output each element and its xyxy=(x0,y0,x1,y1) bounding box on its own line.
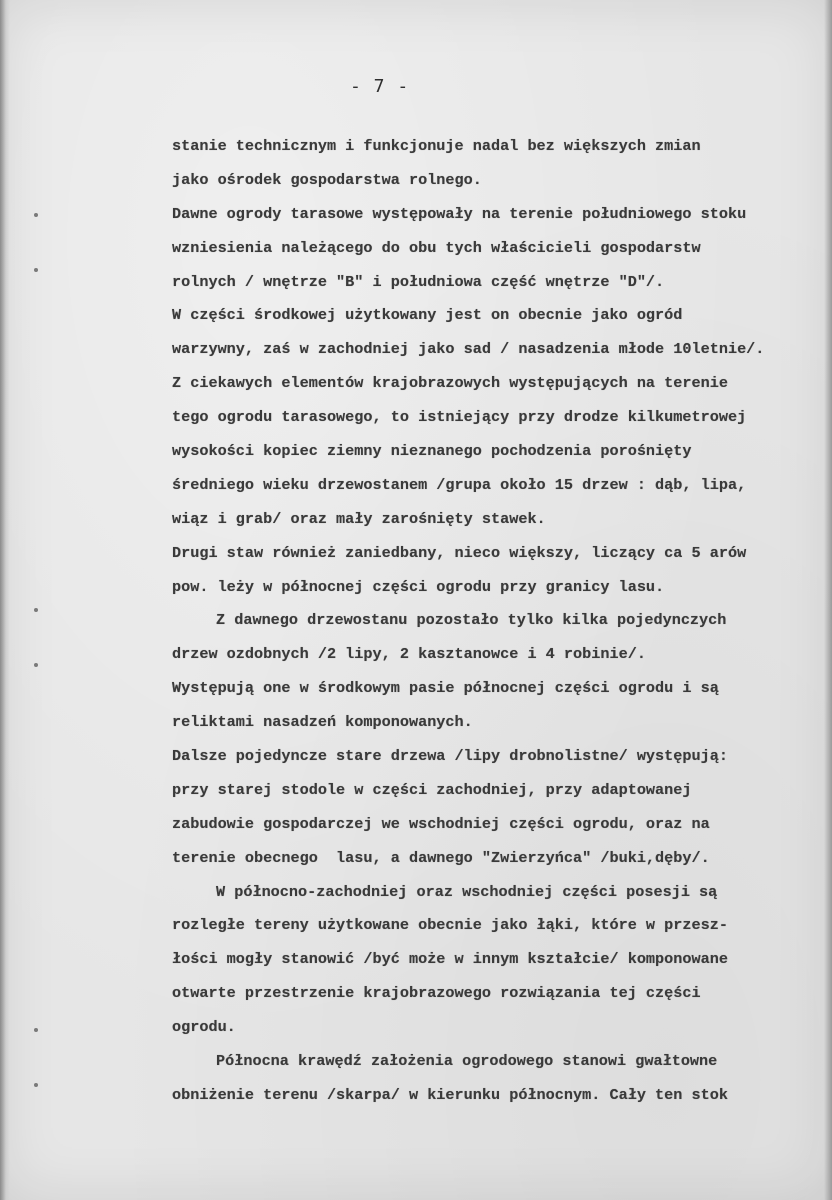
text-line: Drugi staw również zaniedbany, nieco większy, liczący ca 5 arów xyxy=(172,543,747,562)
text-line: pow. leży w północnej części ogrodu przy granicy lasu. xyxy=(172,577,665,596)
page-number: - 7 - xyxy=(350,76,410,97)
text-line: Z ciekawych elementów krajobrazowych występujących na terenie xyxy=(172,374,728,393)
punch-hole-mark xyxy=(34,663,38,667)
text-line: średniego wieku drzewostanem /grupa około 15 drzew : dąb, lipa, xyxy=(172,475,747,494)
text-line: Północna krawędź założenia ogrodowego stanowi gwałtowne xyxy=(216,1052,718,1071)
text-line: przy starej stodole w części zachodniej, przy adaptowanej xyxy=(172,780,692,799)
text-line: W północno-zachodniej oraz wschodniej części posesji są xyxy=(216,882,718,901)
text-line: łości mogły stanowić /być może w innym kształcie/ komponowane xyxy=(172,950,728,969)
text-line: terenie obecnego lasu, a dawnego "Zwierzyńca" /buki,dęby/. xyxy=(172,848,710,867)
text-line: otwarte przestrzenie krajobrazowego rozwiązania tej części xyxy=(172,984,701,1003)
text-line: warzywny, zaś w zachodniej jako sad / nasadzenia młode 10letnie/. xyxy=(172,340,765,359)
punch-hole-mark xyxy=(34,213,38,217)
text-line: ogrodu. xyxy=(172,1018,236,1037)
text-line: tego ogrodu tarasowego, to istniejący przy drodze kilkumetrowej xyxy=(172,408,747,427)
text-line: zabudowie gospodarczej we wschodniej części ogrodu, oraz na xyxy=(172,814,710,833)
page-right-edge xyxy=(824,0,832,1200)
typed-text-body xyxy=(172,130,822,1113)
text-line: Dalsze pojedyncze stare drzewa /lipy drobnolistne/ występują: xyxy=(172,747,728,766)
text-line: wysokości kopiec ziemny nieznanego pochodzenia porośnięty xyxy=(172,442,692,461)
text-line: rozległe tereny użytkowane obecnie jako łąki, które w przesz- xyxy=(172,916,728,935)
text-line: jako ośrodek gospodarstwa rolnego. xyxy=(172,170,482,189)
text-line: rolnych / wnętrze "B" i południowa część wnętrze "D"/. xyxy=(172,272,665,291)
text-line: wiąz i grab/ oraz mały zarośnięty stawek. xyxy=(172,509,546,528)
punch-hole-mark xyxy=(34,268,38,272)
page-left-edge xyxy=(0,0,10,1200)
text-line: drzew ozdobnych /2 lipy, 2 kasztanowce i 4 robinie/. xyxy=(172,645,646,664)
text-line: wzniesienia należącego do obu tych właścicieli gospodarstw xyxy=(172,238,701,257)
punch-hole-mark xyxy=(34,1028,38,1032)
text-line: reliktami nasadzeń komponowanych. xyxy=(172,713,473,732)
text-line: Z dawnego drzewostanu pozostało tylko kilka pojedynczych xyxy=(216,611,727,630)
punch-hole-mark xyxy=(34,1083,38,1087)
text-line: obniżenie terenu /skarpa/ w kierunku północnym. Cały ten stok xyxy=(172,1085,728,1104)
text-line: W części środkowej użytkowany jest on obecnie jako ogród xyxy=(172,306,683,325)
text-line: Dawne ogrody tarasowe występowały na terenie południowego stoku xyxy=(172,204,747,223)
text-line: stanie technicznym i funkcjonuje nadal bez większych zmian xyxy=(172,137,701,155)
text-line: Występują one w środkowym pasie północnej części ogrodu i są xyxy=(172,679,719,698)
punch-hole-mark xyxy=(34,608,38,612)
